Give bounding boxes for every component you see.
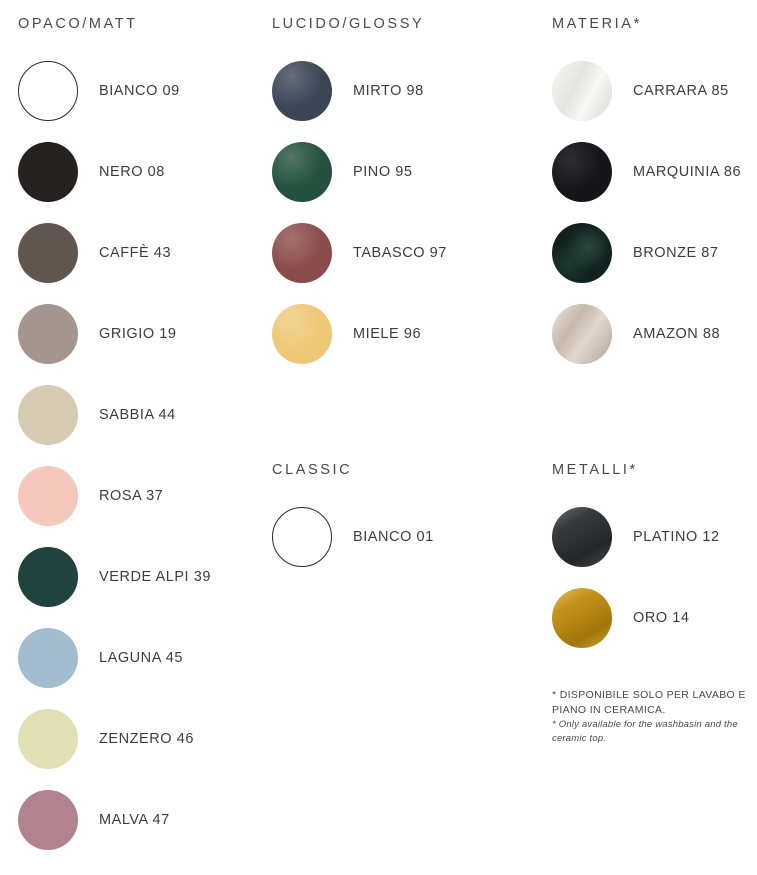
color-swatch[interactable] [272, 304, 332, 364]
color-swatch[interactable] [552, 223, 612, 283]
swatch-row[interactable] [18, 455, 258, 536]
color-swatch[interactable] [18, 466, 78, 526]
swatch-row[interactable] [552, 293, 757, 374]
color-swatch[interactable] [18, 547, 78, 607]
color-swatch[interactable] [18, 790, 78, 850]
color-swatch[interactable] [18, 628, 78, 688]
color-swatch[interactable] [552, 61, 612, 121]
group-title-opaco: OPACO/MATT [18, 16, 138, 32]
color-swatch[interactable] [18, 709, 78, 769]
group-title-classic: CLASSIC [272, 462, 353, 478]
swatch-label: ZENZERO 46 [99, 730, 194, 747]
swatch-label: PLATINO 12 [633, 528, 720, 545]
swatch-row[interactable] [18, 617, 258, 698]
swatch-label: GRIGIO 19 [99, 325, 177, 342]
swatch-list-classic [272, 496, 532, 577]
swatch-row[interactable] [18, 293, 258, 374]
swatch-label: CAFFÈ 43 [99, 244, 172, 261]
swatch-texture-overlay [272, 61, 332, 121]
color-swatch[interactable] [18, 223, 78, 283]
swatch-row[interactable] [272, 293, 532, 374]
swatch-label: VERDE ALPI 39 [99, 568, 211, 585]
swatch-row[interactable] [18, 50, 258, 131]
swatch-texture-overlay [552, 588, 612, 648]
swatch-label: MIELE 96 [353, 325, 422, 342]
footnote [552, 688, 757, 746]
swatch-row[interactable] [272, 50, 532, 131]
swatch-label: PINO 95 [353, 163, 413, 180]
color-swatch[interactable] [18, 385, 78, 445]
group-title-lucido: LUCIDO/GLOSSY [272, 16, 425, 32]
swatch-row[interactable] [272, 496, 532, 577]
swatch-row[interactable] [552, 496, 757, 577]
color-swatch[interactable] [18, 61, 78, 121]
swatch-label: ROSA 37 [99, 487, 164, 504]
swatch-row[interactable] [552, 577, 757, 658]
swatch-row[interactable] [18, 698, 258, 779]
group-title-metalli: METALLI* [552, 462, 638, 478]
color-swatch[interactable] [18, 142, 78, 202]
swatch-row[interactable] [18, 212, 258, 293]
swatch-texture-overlay [552, 304, 612, 364]
swatch-label: MARQUINIA 86 [633, 163, 742, 180]
swatch-label: SABBIA 44 [99, 406, 176, 423]
swatch-texture-overlay [552, 142, 612, 202]
swatch-label: ORO 14 [633, 609, 690, 626]
color-swatch[interactable] [272, 61, 332, 121]
color-swatch[interactable] [18, 304, 78, 364]
group-title-materia: MATERIA* [552, 16, 642, 32]
swatch-row[interactable] [552, 131, 757, 212]
swatch-label: CARRARA 85 [633, 82, 729, 99]
color-swatch[interactable] [272, 507, 332, 567]
swatch-label: AMAZON 88 [633, 325, 721, 342]
swatch-label: NERO 08 [99, 163, 165, 180]
swatch-texture-overlay [552, 507, 612, 567]
swatch-row[interactable] [272, 131, 532, 212]
footnote-english: * Only available for the washbasin and the ceramic top. [552, 719, 738, 745]
swatch-texture-overlay [552, 223, 612, 283]
swatch-label: MALVA 47 [99, 811, 170, 828]
swatch-list-lucido [272, 50, 532, 374]
swatch-label: BIANCO 01 [353, 528, 434, 545]
column-opaco [18, 0, 258, 860]
color-swatch[interactable] [552, 142, 612, 202]
swatch-label: LAGUNA 45 [99, 649, 183, 666]
column-materia [552, 0, 757, 746]
footnote-italian: * DISPONIBILE SOLO PER LAVABO E PIANO IN CERAMICA. [552, 689, 746, 717]
color-swatch[interactable] [272, 142, 332, 202]
swatch-list-opaco [18, 50, 258, 860]
swatch-row[interactable] [552, 212, 757, 293]
column-lucido [272, 0, 532, 577]
swatch-label: BRONZE 87 [633, 244, 719, 261]
swatch-list-metalli [552, 496, 757, 658]
swatch-row[interactable] [272, 212, 532, 293]
color-swatch[interactable] [272, 223, 332, 283]
color-swatch[interactable] [552, 304, 612, 364]
swatch-label: MIRTO 98 [353, 82, 424, 99]
swatch-list-materia [552, 50, 757, 374]
swatch-row[interactable] [18, 131, 258, 212]
swatch-label: BIANCO 09 [99, 82, 180, 99]
color-swatch[interactable] [552, 507, 612, 567]
swatch-row[interactable] [18, 536, 258, 617]
swatch-label: TABASCO 97 [353, 244, 447, 261]
swatch-row[interactable] [552, 50, 757, 131]
color-swatch[interactable] [552, 588, 612, 648]
swatch-row[interactable] [18, 374, 258, 455]
swatch-texture-overlay [272, 304, 332, 364]
swatch-row[interactable] [18, 779, 258, 860]
swatch-texture-overlay [272, 142, 332, 202]
swatch-texture-overlay [272, 223, 332, 283]
swatch-texture-overlay [552, 61, 612, 121]
